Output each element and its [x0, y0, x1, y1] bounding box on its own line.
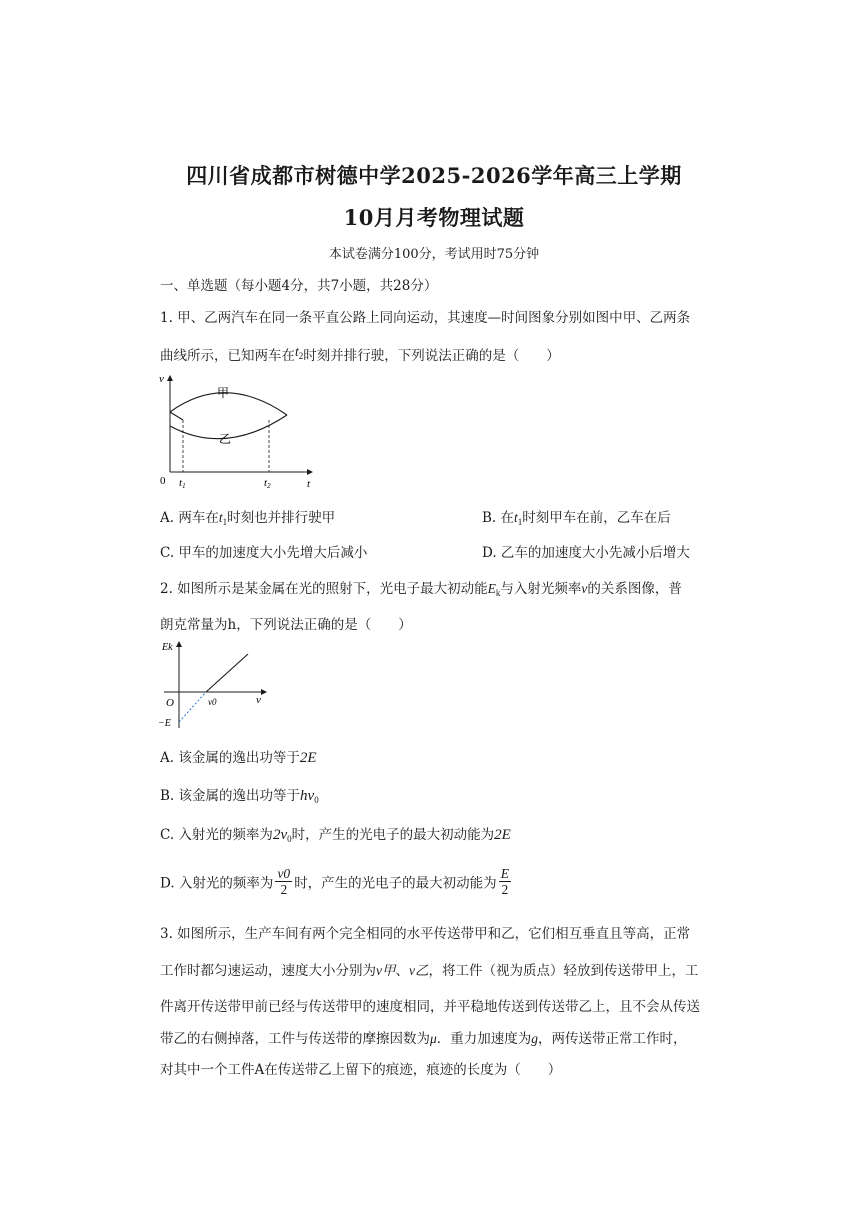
- q2-option-d-frac2: $\frac{E}{2}$: [500, 866, 509, 897]
- q1-line1: 1. 甲、乙两汽车在同一条平直公路上同向运动，其速度—时间图象分别如图中甲、乙两条: [160, 310, 691, 326]
- q1-t1-tick-label: t1: [179, 477, 186, 490]
- q3-line5: 对其中一个工件A在传送带乙上留下的痕迹，痕迹的长度为（ ）: [160, 1062, 562, 1078]
- q1-axis-v-label: v: [159, 373, 164, 385]
- q2-origin-label: O: [166, 697, 174, 709]
- q1-option-b-t1: $t_1$: [514, 510, 523, 527]
- q3-line1: 3. 如图所示，生产车间有两个完全相同的水平传送带甲和乙，它们相互垂直且等高，正常: [160, 926, 691, 942]
- q1-origin-label: 0: [160, 475, 166, 487]
- q3-line3: 件离开传送带甲前已经与传送带甲的速度相同，并平稳地传送到传送带乙上，且不会从传送: [160, 999, 700, 1015]
- q3-line4: 带乙的右侧掉落，工件与传送带的摩擦因数为μ．重力加速度为g，两传送带正常工作时，: [160, 1031, 687, 1047]
- q1-line2-pre: 曲线所示，已知两车在: [160, 348, 295, 364]
- q2-axis-nu-label: ν: [256, 694, 261, 706]
- q1-vt-graph: [155, 370, 325, 490]
- q2-option-c-math1: $2\nu_0$: [272, 827, 292, 844]
- q1-option-a: A. 两车在$t_1$时刻也并排行驶甲: [160, 510, 336, 527]
- q2-option-a: A. 该金属的逸出功等于2E: [160, 750, 317, 766]
- q1-axis-t-label: t: [307, 478, 311, 490]
- q1-label-yi: 乙: [219, 432, 232, 446]
- q2-option-b-math: $h\nu_0$: [300, 788, 319, 805]
- q1-line2: [160, 344, 560, 364]
- q2-ek-nu-graph: [158, 636, 273, 731]
- q2-option-b: B. 该金属的逸出功等于$h\nu_0$: [160, 788, 319, 805]
- exam-note: 本试卷满分100分，考试用时75分钟: [328, 247, 540, 262]
- q2-option-c: C. 入射光的频率为$2\nu_0$时，产生的光电子的最大初动能为2E: [160, 827, 511, 844]
- q2-nu-symbol: ν: [581, 581, 588, 596]
- q2-option-d: D. 入射光的频率为 $\frac{\nu 0}{2}$ 时，产生的光电子的最大初动能为 $\frac{E}{2}$: [160, 866, 509, 897]
- q2-axis-ek-label: Ek: [162, 642, 173, 653]
- q1-line2-post: 时刻并排行驶，下列说法正确的是（ ）: [303, 348, 560, 364]
- section-heading: 一、单选题（每小题4分，共7小题，共28分）: [160, 278, 438, 294]
- q3-v-jia: v甲: [376, 963, 396, 978]
- q2-ek-line: [206, 654, 248, 692]
- q1-option-a-t1: $t_1$: [218, 510, 228, 527]
- q1-option-c: C. 甲车的加速度大小先增大后减小: [160, 545, 368, 561]
- page-title-line1: 四川省成都市树德中学2025-2026学年高三上学期: [186, 163, 682, 188]
- q2-neg-e-label: −E: [158, 718, 171, 729]
- q3-v-yi: v乙: [409, 963, 429, 978]
- q2-option-a-math: 2E: [299, 750, 317, 766]
- q2-line2: 朗克常量为h，下列说法正确的是（ ）: [160, 617, 412, 633]
- q1-label-jia: 甲: [217, 386, 230, 400]
- q1-option-b: B. 在$t_1$时刻甲车在前，乙车在后: [482, 510, 671, 527]
- q2-line1: 2. 如图所示是某金属在光的照射下，光电子最大初动能$E_k$与入射光频率ν的关系图像，普: [160, 581, 682, 598]
- q2-ek-symbol: $E_k$: [487, 581, 501, 598]
- q3-g: g: [531, 1031, 539, 1046]
- page-title-line2: 10月月考物理试题: [343, 205, 525, 230]
- q2-extrapolated-line: [179, 692, 206, 722]
- q3-line2: 工作时都匀速运动，速度大小分别为v甲、v乙，将工件（视为质点）轻放到传送带甲上，工: [160, 963, 699, 979]
- q2-option-c-math2: 2E: [494, 827, 511, 843]
- q3-mu: μ: [430, 1031, 437, 1046]
- q1-t2-symbol: $t_2$: [295, 344, 304, 361]
- q2-nu0-label: ν0: [208, 697, 217, 707]
- q1-t2-tick-label: t2: [264, 477, 271, 490]
- q2-option-d-frac1: $\frac{\nu 0}{2}$: [277, 866, 291, 897]
- q1-option-d: D. 乙车的加速度大小先减小后增大: [482, 545, 690, 561]
